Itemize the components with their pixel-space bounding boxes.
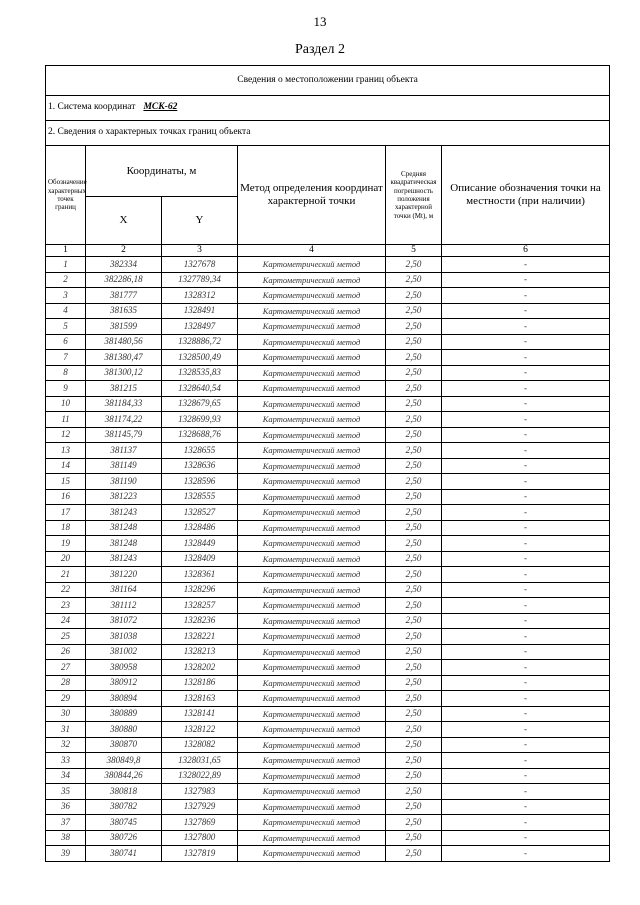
table-row (46, 303, 610, 319)
method: Картометрический метод (238, 768, 386, 784)
method: Картометрический метод (238, 350, 386, 366)
x-coordinate: 381149 (86, 458, 162, 474)
table-row (46, 319, 610, 335)
x-coordinate: 381164 (86, 582, 162, 598)
method: Картометрический метод (238, 613, 386, 629)
y-coordinate: 1328122 (162, 722, 238, 738)
x-coordinate: 380782 (86, 799, 162, 815)
point-number: 11 (46, 412, 86, 428)
y-coordinate: 1328636 (162, 458, 238, 474)
description: - (442, 691, 610, 707)
x-coordinate: 381184,33 (86, 396, 162, 412)
table-row (46, 505, 610, 521)
y-coordinate: 1328163 (162, 691, 238, 707)
y-coordinate: 1328236 (162, 613, 238, 629)
point-number: 3 (46, 288, 86, 304)
description: - (442, 551, 610, 567)
y-coordinate: 1328202 (162, 660, 238, 676)
table-row (46, 753, 610, 769)
points-heading: 2. Сведения о характерных точках границ объекта (46, 121, 610, 146)
point-number: 29 (46, 691, 86, 707)
accuracy: 2,50 (386, 536, 442, 552)
table-title-row (46, 66, 610, 96)
accuracy: 2,50 (386, 474, 442, 490)
header-accuracy: Средняя квадратическая погрешность положения характерной точки (Mt), м (386, 146, 442, 245)
y-coordinate: 1327869 (162, 815, 238, 831)
point-number: 5 (46, 319, 86, 335)
method: Картометрический метод (238, 551, 386, 567)
accuracy: 2,50 (386, 629, 442, 645)
description: - (442, 474, 610, 490)
method: Картометрический метод (238, 737, 386, 753)
table-row (46, 644, 610, 660)
boundary-table (45, 65, 610, 862)
method: Картометрический метод (238, 536, 386, 552)
table-row (46, 846, 610, 862)
method: Картометрический метод (238, 520, 386, 536)
table-row (46, 427, 610, 443)
description: - (442, 737, 610, 753)
x-coordinate: 381215 (86, 381, 162, 397)
accuracy: 2,50 (386, 567, 442, 583)
description: - (442, 505, 610, 521)
table-row (46, 536, 610, 552)
description: - (442, 675, 610, 691)
method: Картометрический метод (238, 846, 386, 862)
table-row (46, 257, 610, 273)
accuracy: 2,50 (386, 691, 442, 707)
points-heading-row (46, 121, 610, 146)
accuracy: 2,50 (386, 412, 442, 428)
table-row (46, 396, 610, 412)
method: Картометрический метод (238, 784, 386, 800)
x-coordinate: 381777 (86, 288, 162, 304)
method: Картометрический метод (238, 582, 386, 598)
accuracy: 2,50 (386, 303, 442, 319)
method: Картометрический метод (238, 458, 386, 474)
x-coordinate: 381137 (86, 443, 162, 459)
x-coordinate: 380818 (86, 784, 162, 800)
x-coordinate: 380889 (86, 706, 162, 722)
accuracy: 2,50 (386, 520, 442, 536)
table-row (46, 443, 610, 459)
x-coordinate: 380912 (86, 675, 162, 691)
point-number: 37 (46, 815, 86, 831)
description: - (442, 644, 610, 660)
y-coordinate: 1328361 (162, 567, 238, 583)
y-coordinate: 1328296 (162, 582, 238, 598)
point-number: 28 (46, 675, 86, 691)
column-header-row (46, 146, 610, 197)
description: - (442, 381, 610, 397)
description: - (442, 706, 610, 722)
x-coordinate: 381174,22 (86, 412, 162, 428)
accuracy: 2,50 (386, 784, 442, 800)
method: Картометрический метод (238, 303, 386, 319)
x-coordinate: 380870 (86, 737, 162, 753)
table-row (46, 381, 610, 397)
y-coordinate: 1327800 (162, 830, 238, 846)
coordinate-system-label: 1. Система координат (48, 102, 136, 113)
method: Картометрический метод (238, 257, 386, 273)
description: - (442, 815, 610, 831)
accuracy: 2,50 (386, 815, 442, 831)
accuracy: 2,50 (386, 830, 442, 846)
x-coordinate: 380745 (86, 815, 162, 831)
description: - (442, 799, 610, 815)
accuracy: 2,50 (386, 257, 442, 273)
method: Картометрический метод (238, 396, 386, 412)
description: - (442, 350, 610, 366)
accuracy: 2,50 (386, 427, 442, 443)
y-coordinate: 1328213 (162, 644, 238, 660)
point-number: 38 (46, 830, 86, 846)
accuracy: 2,50 (386, 613, 442, 629)
table-row (46, 629, 610, 645)
accuracy: 2,50 (386, 551, 442, 567)
x-coordinate: 381300,12 (86, 365, 162, 381)
point-number: 7 (46, 350, 86, 366)
coordinate-system-row (46, 96, 610, 121)
point-number: 23 (46, 598, 86, 614)
point-number: 6 (46, 334, 86, 350)
description: - (442, 567, 610, 583)
column-number: 3 (162, 245, 238, 257)
x-coordinate: 381038 (86, 629, 162, 645)
table-row (46, 799, 610, 815)
accuracy: 2,50 (386, 505, 442, 521)
y-coordinate: 1328312 (162, 288, 238, 304)
description: - (442, 722, 610, 738)
y-coordinate: 1328141 (162, 706, 238, 722)
y-coordinate: 1328409 (162, 551, 238, 567)
description: - (442, 365, 610, 381)
column-number: 5 (386, 245, 442, 257)
description: - (442, 303, 610, 319)
point-number: 24 (46, 613, 86, 629)
table-row (46, 350, 610, 366)
point-number: 18 (46, 520, 86, 536)
description: - (442, 613, 610, 629)
y-coordinate: 1328486 (162, 520, 238, 536)
point-number: 36 (46, 799, 86, 815)
x-coordinate: 381112 (86, 598, 162, 614)
description: - (442, 536, 610, 552)
table-row (46, 768, 610, 784)
method: Картометрический метод (238, 799, 386, 815)
y-coordinate: 1328527 (162, 505, 238, 521)
y-coordinate: 1328596 (162, 474, 238, 490)
table-row (46, 412, 610, 428)
point-number: 16 (46, 489, 86, 505)
accuracy: 2,50 (386, 753, 442, 769)
accuracy: 2,50 (386, 350, 442, 366)
accuracy: 2,50 (386, 706, 442, 722)
method: Картометрический метод (238, 365, 386, 381)
y-coordinate: 1327929 (162, 799, 238, 815)
y-coordinate: 1328221 (162, 629, 238, 645)
table-row (46, 737, 610, 753)
point-number: 19 (46, 536, 86, 552)
x-coordinate: 380880 (86, 722, 162, 738)
y-coordinate: 1327819 (162, 846, 238, 862)
x-coordinate: 380894 (86, 691, 162, 707)
y-coordinate: 1328022,89 (162, 768, 238, 784)
point-number: 14 (46, 458, 86, 474)
y-coordinate: 1328082 (162, 737, 238, 753)
description: - (442, 830, 610, 846)
table-row (46, 288, 610, 304)
header-y: Y (162, 197, 238, 245)
table-row (46, 613, 610, 629)
method: Картометрический метод (238, 443, 386, 459)
method: Картометрический метод (238, 722, 386, 738)
x-coordinate: 381599 (86, 319, 162, 335)
description: - (442, 846, 610, 862)
y-coordinate: 1328886,72 (162, 334, 238, 350)
table-row (46, 474, 610, 490)
method: Картометрический метод (238, 288, 386, 304)
accuracy: 2,50 (386, 768, 442, 784)
method: Картометрический метод (238, 830, 386, 846)
x-coordinate: 380726 (86, 830, 162, 846)
accuracy: 2,50 (386, 319, 442, 335)
point-number: 15 (46, 474, 86, 490)
table-row (46, 520, 610, 536)
accuracy: 2,50 (386, 272, 442, 288)
table-row (46, 598, 610, 614)
table-row (46, 830, 610, 846)
table-row (46, 272, 610, 288)
method: Картометрический метод (238, 644, 386, 660)
x-coordinate: 380958 (86, 660, 162, 676)
y-coordinate: 1328497 (162, 319, 238, 335)
y-coordinate: 1328500,49 (162, 350, 238, 366)
table-row (46, 582, 610, 598)
point-number: 35 (46, 784, 86, 800)
x-coordinate: 381220 (86, 567, 162, 583)
y-coordinate: 1328031,65 (162, 753, 238, 769)
accuracy: 2,50 (386, 644, 442, 660)
method: Картометрический метод (238, 334, 386, 350)
y-coordinate: 1328699,93 (162, 412, 238, 428)
page-number: 13 (313, 14, 327, 29)
column-number: 1 (46, 245, 86, 257)
method: Картометрический метод (238, 629, 386, 645)
header-coordinates: Координаты, м (86, 146, 238, 197)
x-coordinate: 381635 (86, 303, 162, 319)
y-coordinate: 1328535,83 (162, 365, 238, 381)
coordinate-system-value: МСК-62 (143, 102, 178, 113)
point-number: 21 (46, 567, 86, 583)
point-number: 30 (46, 706, 86, 722)
header-x: X (86, 197, 162, 245)
description: - (442, 272, 610, 288)
point-number: 31 (46, 722, 86, 738)
column-numbers-row (46, 245, 610, 257)
method: Картометрический метод (238, 272, 386, 288)
description: - (442, 427, 610, 443)
method: Картометрический метод (238, 675, 386, 691)
x-coordinate: 381190 (86, 474, 162, 490)
table-row (46, 660, 610, 676)
method: Картометрический метод (238, 381, 386, 397)
description: - (442, 396, 610, 412)
method: Картометрический метод (238, 598, 386, 614)
point-number: 33 (46, 753, 86, 769)
point-number: 2 (46, 272, 86, 288)
accuracy: 2,50 (386, 660, 442, 676)
description: - (442, 598, 610, 614)
accuracy: 2,50 (386, 443, 442, 459)
description: - (442, 784, 610, 800)
accuracy: 2,50 (386, 598, 442, 614)
description: - (442, 257, 610, 273)
point-number: 27 (46, 660, 86, 676)
accuracy: 2,50 (386, 396, 442, 412)
accuracy: 2,50 (386, 737, 442, 753)
accuracy: 2,50 (386, 334, 442, 350)
table-row (46, 691, 610, 707)
description: - (442, 489, 610, 505)
point-number: 20 (46, 551, 86, 567)
x-coordinate: 381145,79 (86, 427, 162, 443)
x-coordinate: 381243 (86, 505, 162, 521)
method: Картометрический метод (238, 412, 386, 428)
accuracy: 2,50 (386, 582, 442, 598)
header-method: Метод определения координат характерной точки (238, 146, 386, 245)
point-number: 34 (46, 768, 86, 784)
column-number: 4 (238, 245, 386, 257)
point-number: 8 (46, 365, 86, 381)
x-coordinate: 381002 (86, 644, 162, 660)
description: - (442, 582, 610, 598)
description: - (442, 334, 610, 350)
method: Картометрический метод (238, 567, 386, 583)
table-row (46, 551, 610, 567)
table-row (46, 458, 610, 474)
method: Картометрический метод (238, 427, 386, 443)
y-coordinate: 1328491 (162, 303, 238, 319)
y-coordinate: 1328655 (162, 443, 238, 459)
x-coordinate: 382286,18 (86, 272, 162, 288)
description: - (442, 412, 610, 428)
y-coordinate: 1328449 (162, 536, 238, 552)
table-row (46, 567, 610, 583)
x-coordinate: 381223 (86, 489, 162, 505)
y-coordinate: 1327983 (162, 784, 238, 800)
table-row (46, 334, 610, 350)
table-row (46, 784, 610, 800)
method: Картометрический метод (238, 489, 386, 505)
description: - (442, 629, 610, 645)
accuracy: 2,50 (386, 675, 442, 691)
y-coordinate: 1328640,54 (162, 381, 238, 397)
section-title: Раздел 2 (294, 42, 346, 57)
x-coordinate: 380844,26 (86, 768, 162, 784)
table-row (46, 365, 610, 381)
y-coordinate: 1328257 (162, 598, 238, 614)
description: - (442, 520, 610, 536)
description: - (442, 443, 610, 459)
accuracy: 2,50 (386, 365, 442, 381)
y-coordinate: 1328555 (162, 489, 238, 505)
point-number: 32 (46, 737, 86, 753)
method: Картометрический метод (238, 691, 386, 707)
description: - (442, 319, 610, 335)
x-coordinate: 381248 (86, 520, 162, 536)
method: Картометрический метод (238, 319, 386, 335)
x-coordinate: 380849,8 (86, 753, 162, 769)
point-number: 12 (46, 427, 86, 443)
x-coordinate: 381480,56 (86, 334, 162, 350)
method: Картометрический метод (238, 753, 386, 769)
x-coordinate: 382334 (86, 257, 162, 273)
header-point-designation: Обозначение характерных точек границ (46, 146, 86, 245)
point-number: 9 (46, 381, 86, 397)
table-title: Сведения о местоположении границ объекта (46, 66, 610, 96)
accuracy: 2,50 (386, 722, 442, 738)
method: Картометрический метод (238, 505, 386, 521)
method: Картометрический метод (238, 815, 386, 831)
point-number: 1 (46, 257, 86, 273)
point-number: 4 (46, 303, 86, 319)
point-number: 22 (46, 582, 86, 598)
accuracy: 2,50 (386, 489, 442, 505)
description: - (442, 753, 610, 769)
table-row (46, 489, 610, 505)
accuracy: 2,50 (386, 799, 442, 815)
x-coordinate: 381072 (86, 613, 162, 629)
point-number: 17 (46, 505, 86, 521)
point-number: 13 (46, 443, 86, 459)
table-row (46, 706, 610, 722)
y-coordinate: 1328186 (162, 675, 238, 691)
point-number: 25 (46, 629, 86, 645)
x-coordinate: 381248 (86, 536, 162, 552)
method: Картометрический метод (238, 706, 386, 722)
header-description: Описание обозначения точки на местности (при наличии) (442, 146, 610, 245)
y-coordinate: 1328688,76 (162, 427, 238, 443)
point-number: 39 (46, 846, 86, 862)
accuracy: 2,50 (386, 381, 442, 397)
y-coordinate: 1328679,65 (162, 396, 238, 412)
point-number: 26 (46, 644, 86, 660)
x-coordinate: 381243 (86, 551, 162, 567)
column-number: 2 (86, 245, 162, 257)
description: - (442, 660, 610, 676)
y-coordinate: 1327678 (162, 257, 238, 273)
y-coordinate: 1327789,34 (162, 272, 238, 288)
method: Картометрический метод (238, 474, 386, 490)
accuracy: 2,50 (386, 288, 442, 304)
column-number: 6 (442, 245, 610, 257)
table-row (46, 815, 610, 831)
point-number: 10 (46, 396, 86, 412)
table-row (46, 675, 610, 691)
method: Картометрический метод (238, 660, 386, 676)
x-coordinate: 381380,47 (86, 350, 162, 366)
accuracy: 2,50 (386, 458, 442, 474)
accuracy: 2,50 (386, 846, 442, 862)
table-row (46, 722, 610, 738)
x-coordinate: 380741 (86, 846, 162, 862)
description: - (442, 768, 610, 784)
description: - (442, 288, 610, 304)
description: - (442, 458, 610, 474)
